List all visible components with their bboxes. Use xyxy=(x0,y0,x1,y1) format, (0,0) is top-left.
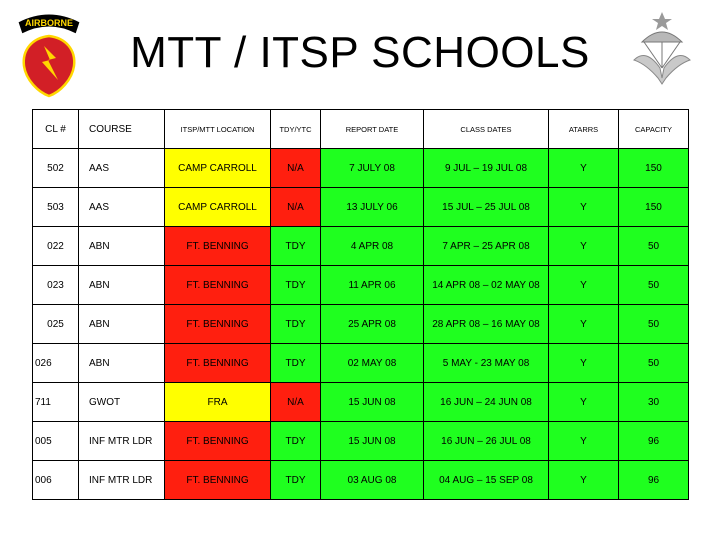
cell-location: FT. BENNING xyxy=(165,422,271,461)
cell-location: FT. BENNING xyxy=(165,266,271,305)
header-tdy: TDY/YTC xyxy=(271,110,321,149)
cell-report-date: 25 APR 08 xyxy=(321,305,424,344)
header-class-dates: CLASS DATES xyxy=(424,110,549,149)
cell-course: ABN xyxy=(79,227,165,266)
cell-report-date: 7 JULY 08 xyxy=(321,149,424,188)
cell-class-dates: 04 AUG – 15 SEP 08 xyxy=(424,461,549,500)
cell-atarrs: Y xyxy=(549,461,619,500)
cell-course: AAS xyxy=(79,149,165,188)
cell-tdy: N/A xyxy=(271,383,321,422)
cell-atarrs: Y xyxy=(549,422,619,461)
cell-atarrs: Y xyxy=(549,188,619,227)
table-row xyxy=(33,461,689,500)
cell-course: AAS xyxy=(79,188,165,227)
cell-atarrs: Y xyxy=(549,149,619,188)
cell-cl: 503 xyxy=(33,188,79,227)
table-row xyxy=(33,227,689,266)
cell-report-date: 15 JUN 08 xyxy=(321,422,424,461)
cell-cl: 022 xyxy=(33,227,79,266)
cell-course: ABN xyxy=(79,305,165,344)
header-atarrs: ATARRS xyxy=(549,110,619,149)
cell-cl: 026 xyxy=(33,344,79,383)
header-cl: CL # xyxy=(33,110,79,149)
cell-cl: 025 xyxy=(33,305,79,344)
cell-course: INF MTR LDR xyxy=(79,422,165,461)
cell-capacity: 96 xyxy=(619,422,689,461)
cell-location: FT. BENNING xyxy=(165,305,271,344)
table-row xyxy=(33,305,689,344)
cell-cl: 006 xyxy=(33,461,79,500)
table-row xyxy=(33,422,689,461)
cell-capacity: 50 xyxy=(619,305,689,344)
cell-class-dates: 16 JUN – 26 JUL 08 xyxy=(424,422,549,461)
cell-class-dates: 14 APR 08 – 02 MAY 08 xyxy=(424,266,549,305)
cell-atarrs: Y xyxy=(549,305,619,344)
cell-report-date: 13 JULY 06 xyxy=(321,188,424,227)
cell-tdy: N/A xyxy=(271,188,321,227)
cell-cl: 502 xyxy=(33,149,79,188)
cell-cl: 023 xyxy=(33,266,79,305)
airborne-tab-text: AIRBORNE xyxy=(24,18,74,28)
cell-class-dates: 9 JUL – 19 JUL 08 xyxy=(424,149,549,188)
header-location: ITSP/MTT LOCATION xyxy=(165,110,271,149)
cell-tdy: N/A xyxy=(271,149,321,188)
cell-tdy: TDY xyxy=(271,344,321,383)
table-row xyxy=(33,344,689,383)
table-row xyxy=(33,383,689,422)
cell-capacity: 150 xyxy=(619,149,689,188)
schools-table xyxy=(32,109,689,500)
cell-capacity: 50 xyxy=(619,344,689,383)
cell-capacity: 30 xyxy=(619,383,689,422)
table-row xyxy=(33,188,689,227)
cell-tdy: TDY xyxy=(271,227,321,266)
cell-location: FT. BENNING xyxy=(165,344,271,383)
cell-atarrs: Y xyxy=(549,383,619,422)
cell-course: INF MTR LDR xyxy=(79,461,165,500)
parachutist-badge-icon xyxy=(632,8,692,88)
cell-report-date: 4 APR 08 xyxy=(321,227,424,266)
cell-tdy: TDY xyxy=(271,461,321,500)
cell-report-date: 11 APR 06 xyxy=(321,266,424,305)
table-header-row xyxy=(33,110,689,149)
cell-atarrs: Y xyxy=(549,227,619,266)
cell-capacity: 50 xyxy=(619,227,689,266)
cell-report-date: 02 MAY 08 xyxy=(321,344,424,383)
cell-location: FT. BENNING xyxy=(165,461,271,500)
cell-location: CAMP CARROLL xyxy=(165,149,271,188)
page-title: MTT / ITSP SCHOOLS xyxy=(130,28,590,77)
cell-class-dates: 16 JUN – 24 JUN 08 xyxy=(424,383,549,422)
cell-atarrs: Y xyxy=(549,344,619,383)
header-course: COURSE xyxy=(79,110,165,149)
cell-cl: 005 xyxy=(33,422,79,461)
cell-class-dates: 15 JUL – 25 JUL 08 xyxy=(424,188,549,227)
cell-atarrs: Y xyxy=(549,266,619,305)
cell-tdy: TDY xyxy=(271,305,321,344)
cell-location: FT. BENNING xyxy=(165,227,271,266)
cell-capacity: 96 xyxy=(619,461,689,500)
cell-location: CAMP CARROLL xyxy=(165,188,271,227)
cell-location: FRA xyxy=(165,383,271,422)
cell-cl: 711 xyxy=(33,383,79,422)
header-capacity: CAPACITY xyxy=(619,110,689,149)
table-row xyxy=(33,149,689,188)
cell-class-dates: 28 APR 08 – 16 MAY 08 xyxy=(424,305,549,344)
cell-capacity: 150 xyxy=(619,188,689,227)
cell-report-date: 15 JUN 08 xyxy=(321,383,424,422)
cell-tdy: TDY xyxy=(271,422,321,461)
cell-course: GWOT xyxy=(79,383,165,422)
cell-course: ABN xyxy=(79,344,165,383)
cell-class-dates: 5 MAY - 23 MAY 08 xyxy=(424,344,549,383)
header-report-date: REPORT DATE xyxy=(321,110,424,149)
cell-report-date: 03 AUG 08 xyxy=(321,461,424,500)
cell-class-dates: 7 APR – 25 APR 08 xyxy=(424,227,549,266)
table-row xyxy=(33,266,689,305)
cell-tdy: TDY xyxy=(271,266,321,305)
cell-course: ABN xyxy=(79,266,165,305)
cell-capacity: 50 xyxy=(619,266,689,305)
